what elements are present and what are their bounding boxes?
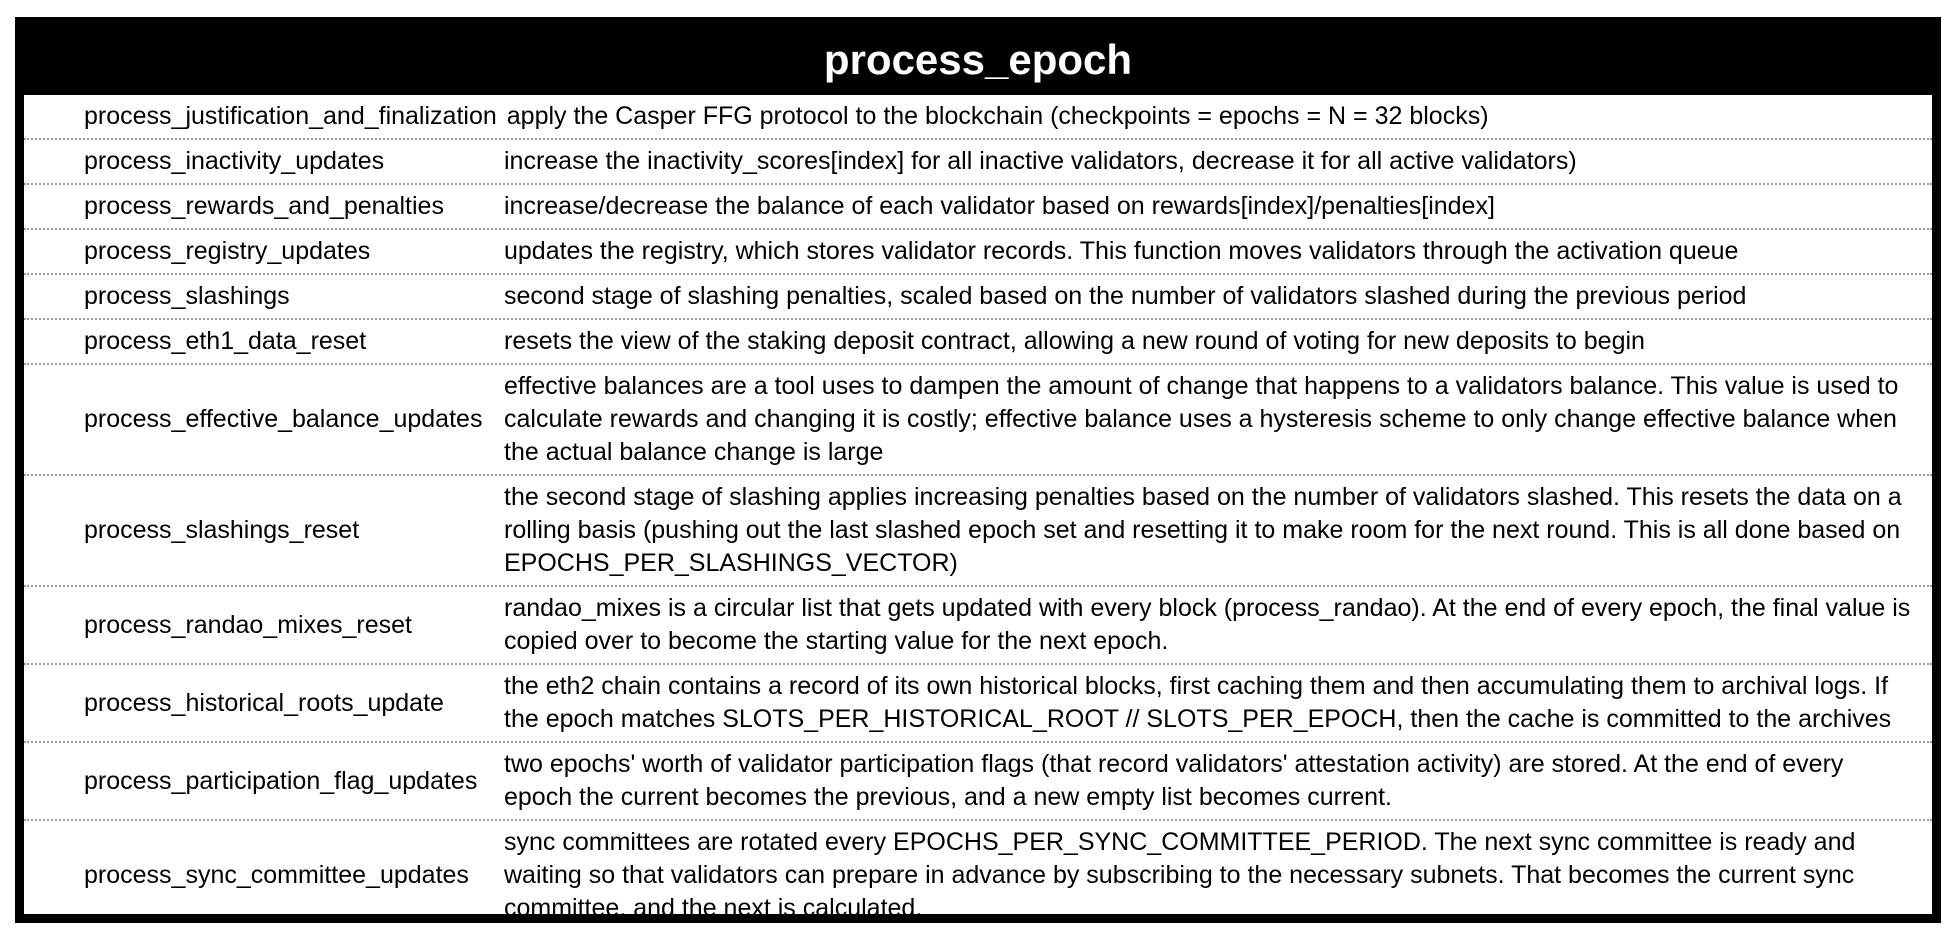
table-body bbox=[24, 95, 1932, 930]
function-name-cell: process_historical_roots_update bbox=[84, 688, 444, 717]
function-name-cell: process_registry_updates bbox=[84, 237, 371, 265]
function-description-cell: randao_mixes is a circular list that gets updated with every block (process_randao). At the end of every epoch, the final value is copied over to become the starting value for the next epoch. bbox=[504, 594, 1911, 655]
function-name-cell: process_sync_committee_updates bbox=[84, 861, 469, 889]
table-row bbox=[24, 663, 1932, 741]
table-row bbox=[24, 474, 1932, 585]
function-name-cell: process_effective_balance_updates bbox=[84, 405, 483, 433]
function-description-cell: two epochs' worth of validator participation flags (that record validators' attestation activity) are stored. At the end of every epoch the current becomes the previous, and a new empty list becomes current. bbox=[504, 750, 1844, 811]
table-row bbox=[24, 819, 1932, 930]
process-epoch-table bbox=[15, 17, 1941, 923]
function-description-cell: increase/decrease the balance of each validator based on rewards[index]/penalties[index] bbox=[504, 192, 1495, 220]
function-description-cell: updates the registry, which stores validator records. This function moves validators through the activation queue bbox=[504, 237, 1739, 265]
function-description-cell: apply the Casper FFG protocol to the blockchain (checkpoints = epochs = N = 32 blocks) bbox=[506, 102, 1489, 130]
table-row bbox=[24, 318, 1932, 363]
table-row bbox=[24, 95, 1932, 138]
function-description-cell: effective balances are a tool uses to dampen the amount of change that happens to a validators balance. This value is used to calculate rewards and changing it is costly; effective balance uses a hysteresis scheme to only change effective balance when the actual balance change is large bbox=[504, 372, 1899, 466]
function-name-cell: process_slashings_reset bbox=[84, 516, 360, 544]
table-row bbox=[24, 138, 1932, 183]
table-row bbox=[24, 273, 1932, 318]
function-description-cell: the second stage of slashing applies increasing penalties based on the number of validators slashed. This resets the data on a rolling basis (pushing out the last slashed epoch set and resetting it to make room for the next round. This is all done based on EPOCHS_PER_SLASHINGS_VECTOR) bbox=[504, 483, 1902, 577]
function-name-cell: process_eth1_data_reset bbox=[84, 327, 367, 355]
function-name-cell: process_slashings bbox=[84, 282, 290, 310]
page-title: process_epoch bbox=[823, 36, 1133, 83]
function-description-cell: sync committees are rotated every EPOCHS_PER_SYNC_COMMITTEE_PERIOD. The next sync committee is ready and waiting so that validators can prepare in advance by subscribing to the necessary subnets. That becomes the current sync committee, and the next is calculated. bbox=[504, 828, 1856, 922]
function-description-cell: resets the view of the staking deposit contract, allowing a new round of voting for new deposits to begin bbox=[504, 327, 1645, 355]
function-description-cell: second stage of slashing penalties, scaled based on the number of validators slashed during the previous period bbox=[504, 282, 1747, 310]
function-description-cell: the eth2 chain contains a record of its own historical blocks, first caching them and then accumulating them to archival logs. If the epoch matches SLOTS_PER_HISTORICAL_ROOT // SLOTS_PER_EPOCH, then the cache is committed to the archives bbox=[504, 672, 1892, 733]
table-row bbox=[24, 363, 1932, 474]
function-name-cell: process_justification_and_finalization bbox=[84, 102, 497, 130]
table-header bbox=[24, 26, 1932, 95]
table-row bbox=[24, 228, 1932, 273]
function-description-cell: increase the inactivity_scores[index] for all inactive validators, decrease it for all active validators) bbox=[504, 147, 1577, 175]
function-name-cell: process_inactivity_updates bbox=[84, 147, 385, 175]
table-row bbox=[24, 585, 1932, 663]
function-name-cell: process_randao_mixes_reset bbox=[84, 610, 412, 639]
function-name-cell: process_participation_flag_updates bbox=[84, 766, 478, 795]
table-row bbox=[24, 183, 1932, 228]
table-row bbox=[24, 741, 1932, 819]
function-name-cell: process_rewards_and_penalties bbox=[84, 192, 444, 220]
